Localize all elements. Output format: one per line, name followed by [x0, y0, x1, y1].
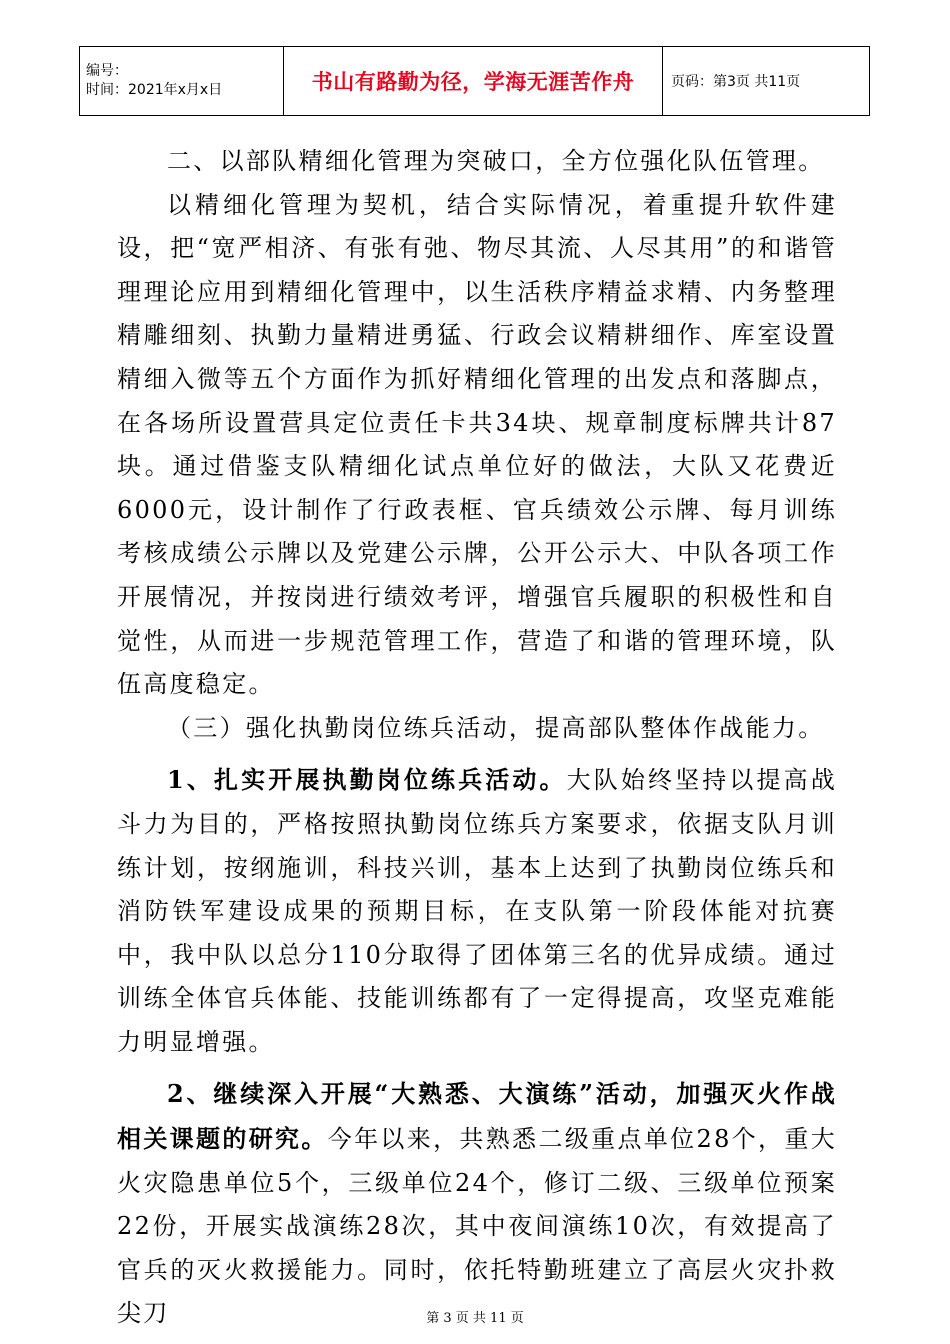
- paragraph-management: 以精细化管理为契机，结合实际情况，着重提升软件建设，把“宽严相济、有张有弛、物尽其流、人尽其用”的和谐管理理论应用到精细化管理中，以生活秩序精益求精、内务整理精雕细刻、执勤力量精进勇猛、行政会议精耕细作、库室设置精细入微等五个方面作为抓好精细化管理的出发点和落脚点，在各场所设置营具定位责任卡共34块、规章制度标牌共计87块。通过借鉴支队精细化试点单位好的做法，大队又花费近6000元，设计制作了行政表框、官兵绩效公示牌、每月训练考核成绩公示牌以及党建公示牌，公开公示大、中队各项工作开展情况，并按岗进行绩效考评，增强官兵履职的积极性和自觉性，从而进一步规范管理工作，营造了和谐的管理环境，队伍高度稳定。: [117, 190, 837, 699]
- item-2: [117, 1072, 837, 1336]
- item-1-text: 大队始终坚持以提高战斗力为目的，严格按照执勤岗位练兵方案要求，依据支队月训练计划，按纲施训，科技兴训，基本上达到了执勤岗位练兵和消防铁军建设成果的预期目标，在支队第一阶段体能对抗赛中，我中队以总分110分取得了团体第三名的优异成绩。通过训练全体官兵体能、技能训练都有了一定得提高，攻坚克难能力明显增强。: [117, 766, 838, 1056]
- document-number-label: 编号：: [86, 63, 128, 79]
- document-time-label: 时间：2021年x月x日: [86, 82, 223, 98]
- item-2-text: 今年以来，共熟悉二级重点单位28个，重大火灾隐患单位5个，三级单位24个，修订二级、三级单位预案22份，开展实战演练28次，其中夜间演练10次，有效提高了官兵的灭火救援能力。同时，依托特勤班建立了高层火灾扑救尖刀: [117, 1125, 837, 1328]
- item-1: [117, 758, 837, 1064]
- document-body: [117, 140, 837, 1336]
- header-motto: 书山有路勤为径，学海无涯苦作舟: [284, 47, 663, 116]
- header-table: [79, 46, 870, 116]
- item-1-title: 1、扎实开展执勤岗位练兵活动。: [167, 765, 567, 795]
- header-page-info: 页码：第3页 共11页: [663, 47, 870, 116]
- section-heading-2: 二、以部队精细化管理为突破口，全方位强化队伍管理。: [167, 147, 825, 175]
- header-meta-cell: [80, 47, 284, 116]
- section-heading-3: （三）强化执勤岗位练兵活动，提高部队整体作战能力。: [167, 713, 825, 742]
- item-2-title: 2、继续深入开展“大熟悉、大演练”活动，加强灭火作战相关课题的研究。: [117, 1079, 837, 1154]
- page-footer: 第 3 页 共 11 页: [426, 1311, 524, 1326]
